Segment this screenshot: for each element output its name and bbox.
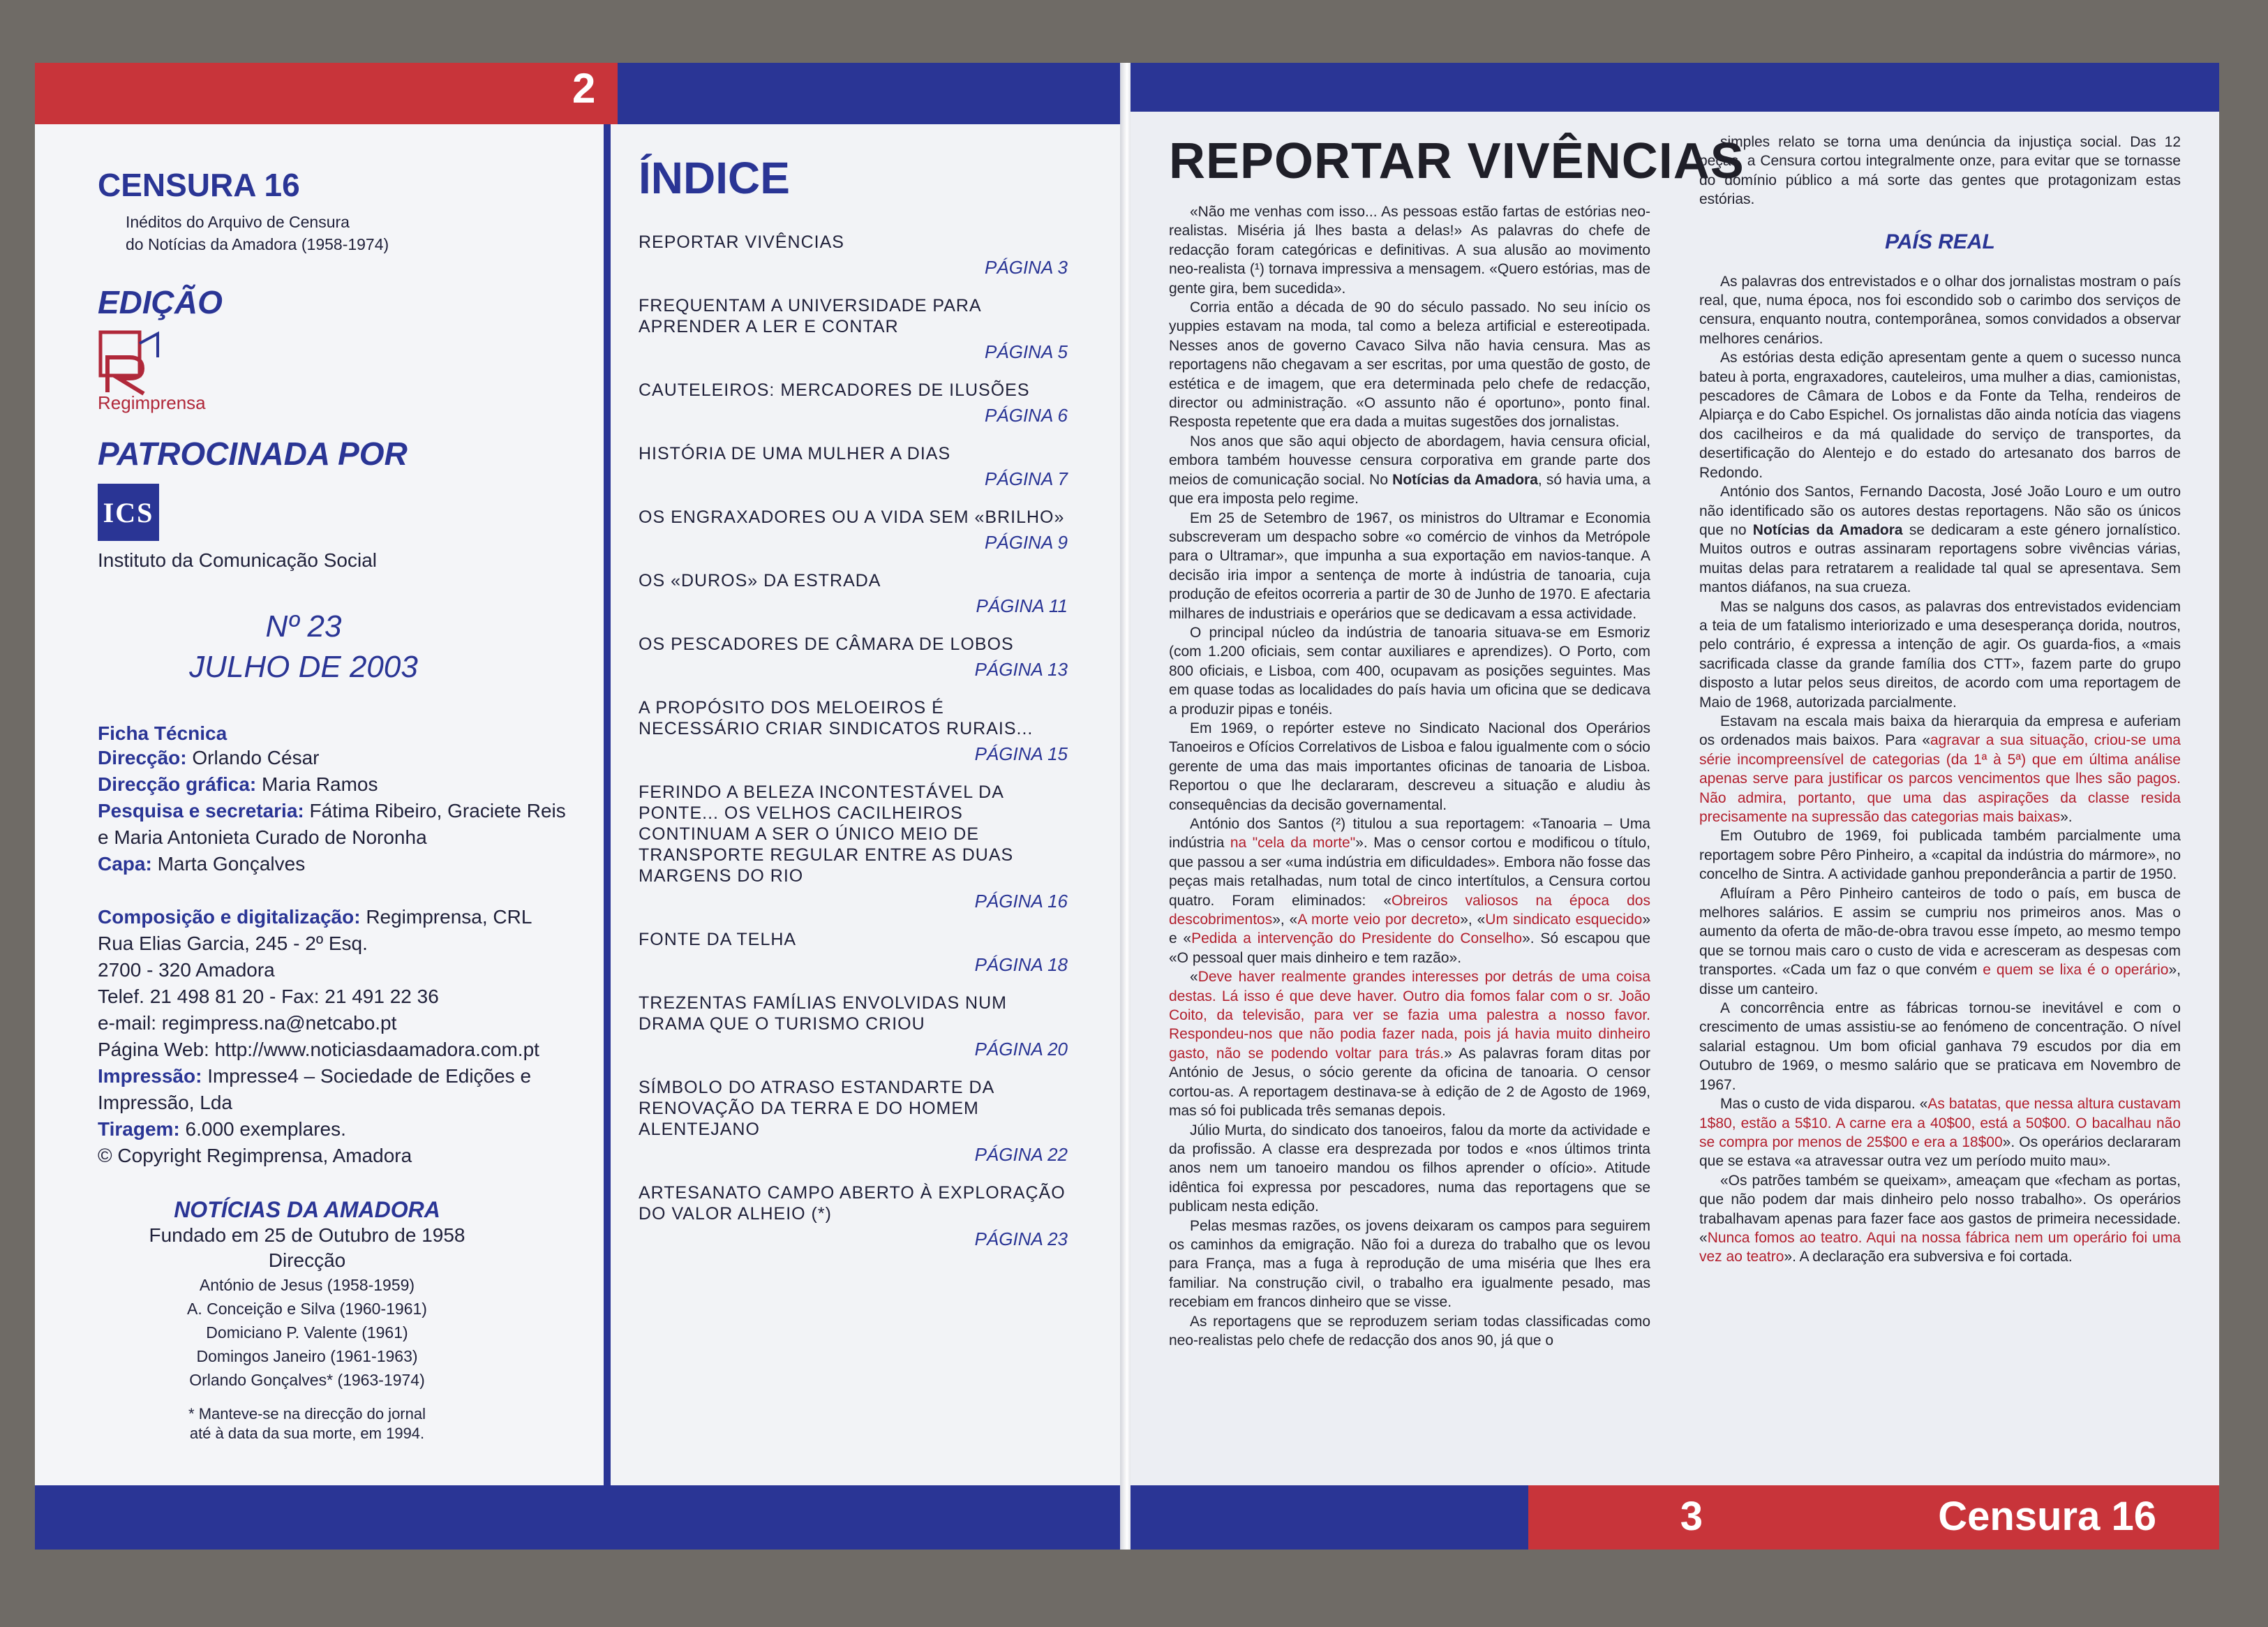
article-title: REPORTAR VIVÊNCIAS	[1169, 133, 1745, 189]
ics-name: Instituto da Comunicação Social	[98, 549, 377, 571]
toc-item-page: PÁGINA 7	[985, 468, 1068, 489]
top-blue-band	[1131, 63, 2219, 112]
ficha-tecnica: Direcção: Orlando César Direcção gráfica: Maria Ramos Pesquisa e secretaria: Fátima Ribeiro, Graciete Reis e Maria Antonieta Curado de Noronha Capa: Marta Gonçalves	[98, 747, 566, 875]
patrocinada-heading: PATROCINADA POR	[98, 436, 408, 472]
right-page	[1131, 63, 2219, 1550]
left-page	[35, 63, 1124, 1550]
toc-item-title: A PROPÓSITO DOS MELOEIROS É NECESSÁRIO CRIAR SINDICATOS RURAIS...	[639, 698, 1034, 738]
toc-item	[639, 1077, 1124, 1166]
article	[1169, 133, 2181, 1349]
ficha-tecnica-heading: Ficha Técnica	[98, 722, 227, 744]
regimprensa-logo	[98, 329, 604, 414]
ics-logo: ICS	[98, 484, 159, 541]
toc-item-page: PÁGINA 5	[985, 341, 1068, 362]
toc-item	[639, 782, 1124, 912]
toc-item-page: PÁGINA 9	[985, 532, 1068, 553]
toc-item-page: PÁGINA 3	[985, 257, 1068, 278]
top-red-band	[35, 63, 618, 124]
regimprensa-logo-icon	[98, 329, 161, 396]
issue-date: JULHO DE 2003	[189, 650, 418, 684]
page-number-right: 3	[1680, 1494, 1703, 1539]
toc-item-title: OS ENGRAXADORES OU A VIDA SEM «BRILHO»	[639, 507, 1065, 527]
toc-item	[639, 634, 1124, 681]
toc-item	[639, 443, 1124, 490]
page-number-left: 2	[572, 65, 596, 112]
toc-item	[639, 380, 1124, 426]
toc-item	[639, 697, 1124, 765]
issue-number: Nº 23	[265, 609, 342, 644]
toc-item-title: ARTESANATO CAMPO ABERTO À EXPLORAÇÃO DO VALOR ALHEIO (*)	[639, 1183, 1066, 1224]
toc-item-title: REPORTAR VIVÊNCIAS	[639, 232, 844, 252]
table-of-contents	[618, 124, 1124, 1485]
issue-info	[98, 607, 509, 688]
toc-item-title: TREZENTAS FAMÍLIAS ENVOLVIDAS NUM DRAMA QUE O TURISMO CRIOU	[639, 993, 1007, 1034]
magazine-spread	[35, 63, 2219, 1550]
footnote: * Manteve-se na direcção do jornal até à data da sua morte, em 1994.	[188, 1405, 426, 1442]
toc-item	[639, 507, 1124, 554]
masthead-panel	[35, 124, 611, 1485]
toc-item-title: FONTE DA TELHA	[639, 930, 797, 949]
footer-brand: Censura 16	[1938, 1494, 2156, 1539]
noticias-da-amadora-block: NOTÍCIAS DA AMADORA Fundado em 25 de Outubro de 1958 Direcção António de Jesus (1958-1959) A. Conceição e Silva (1960-1961) Domiciano P. Valente (1961) Domingos Janeiro (1961-1963) Orlando Gonçalves* (1963-1974) * Manteve-se na direcção do jornal até à data da sua morte, em 1994.	[98, 1197, 516, 1443]
toc-item	[639, 1182, 1124, 1250]
article-column-1: «Não me venhas com isso... As pessoas estão fartas de estórias neo-realistas. Miséria já lhes basta a delas!» As palavras do chefe de redacção foram categóricas e definitivas. A sua alusão ao movimento neo-realista (¹) tornava impressiva a mensagem. «Quero estórias, mas de gente gira, bem sucedida». Corria então a década de 90 do século passado. No seu início os yuppies estavam na moda, tal como a beleza artificial e estereotipada. Nesses anos de governo Cavaco Silva não havia censura. Mas as reportagens não chegavam a ser escritas, por uma questão de gosto, de estética e de imagem, que era determinada pelo chefe de redacção, director ou administração. «O assunto não é oportuno», ponto final. Resposta repetente que era dada a muitas sugestões dos jornalistas. Nos anos que são aqui objecto de abordagem, havia censura oficial, embora também houvesse censura corporativa em grande parte dos meios de comunicação social. No Notícias da Amadora, só havia uma, a que era imposta pelo regime. Em 25 de Setembro de 1967, os ministros do Ultramar e Economia subscreveram um despacho sobre «o comércio de vinhos da Metrópole para o Ultramar», que impunha a sua exportação em navios-tanque. A decisão iria impor a sentença de morte à indústria de tanoaria, cuja produção de efeitos ocorreria a partir de 30 de Junho de 1970. E afectaria milhares de industriais e operários que se dedicavam a essa actividade. O principal núcleo da indústria de tanoaria situava-se em Esmoriz (com 1.200 oficiais, sem contar auxiliares e aprendizes). O Porto, com 800 oficiais, e Lisboa, com 400, ocupavam as posições seguintes. Mas em quase todas as localidades do país havia um oficina que se dedicava a produzir pipas e tonéis. Em 1969, o repórter esteve no Sindicato Nacional dos Operários Tanoeiros e Ofícios Correlativos de Lisboa e falou igualmente com o sócio gerente de uma das mais importantes oficinas de tanoaria de Lisboa. Reportou o que lhe declararam, descreveu a situação e aludiu às consequências da decisão governamental. António dos Santos (²) titulou a sua reportagem: «Tanoaria – Uma indústria na "cela da morte"». Mas o censor cortou e modificou o título, que passou a ser «uma indústria em dificuldades». Embora não fosse das peças mais retalhadas, num total de cinco intertítulos, a Censura cortou quatro. Foram eliminados: «Obreiros valiosos na época dos descobrimentos», «A morte veio por decreto», «Um sindicato esquecido» e «Pedida a intervenção do Presidente do Conselho». Só escapou que «O pessoal quer mais dinheiro e tem razão». «Deve haver realmente grandes interesses por detrás de uma coisa destas. Lá isso é que deve haver. Outro dia fomos falar com o sr. João Coito, da televisão, para ver se fazia uma palestra a nosso favor. Respondeu-nos que não podia fazer nada, pois já havia muito dinheiro gasto, não se podendo voltar para trás.» As palavras foram ditas por António de Jesus, o sócio gerente da oficina de tanoaria. O censor cortou-as. A reportagem destinava-se à edição de 2 de Agosto de 1969, mas só foi publicada três semanas depois. Júlio Murta, do sindicato dos tanoeiros, falou da morte da actividade e da profissão. A classe era desprezada por todos e «nos últimos trinta anos nem um tanoeiro mandou os filhos aprender o ofício». Atitude idêntica foi expressa por pescadores, numa das reportagens que se publicam nesta edição. Pelas mesmas razões, os jovens deixaram os campos para seguirem os caminhos da emigração. Não foi a dureza do trabalho que os levou para França, mas a fuga à reprodução de uma miséria que lhes era familiar. Na construção civil, o trabalho era igualmente pesado, mas recebiam em francos dinheiro que se visse. As reportagens que se reproduzem seriam todas classificadas como neo-realistas pelo chefe de redacção dos anos 90, já que o	[1169, 204, 1651, 1349]
toc-item-page: PÁGINA 18	[974, 954, 1068, 975]
regimprensa-logo-text: Regimprensa	[98, 392, 206, 413]
toc-item	[639, 232, 1124, 278]
toc-item-title: FREQUENTAM A UNIVERSIDADE PARA APRENDER A LER E CONTAR	[639, 296, 981, 336]
indice-title: ÍNDICE	[639, 153, 790, 203]
toc-item-title: CAUTELEIROS: MERCADORES DE ILUSÕES	[639, 380, 1030, 400]
toc-item-page: PÁGINA 22	[974, 1144, 1068, 1165]
toc-item-page: PÁGINA 11	[976, 595, 1068, 616]
toc-item-page: PÁGINA 13	[974, 659, 1068, 680]
toc-item	[639, 929, 1124, 976]
edicao-heading: EDIÇÃO	[98, 284, 223, 320]
website-address: Página Web: http://www.noticiasdaamadora.com.pt	[98, 1039, 539, 1060]
publication-subtitle: Inéditos do Arquivo de Censura do Notícias da Amadora (1958-1974)	[126, 213, 389, 253]
article-column-2: simples relato se torna uma denúncia da injustiça social. Das 12 peças, a Censura cortou integralmente onze, para evitar que se tornasse do domínio público a má sorte das gentes que protagonizam estas estórias. PAÍS REAL As palavras dos entrevistados e o olhar dos jornalistas mostram o país real, que, numa época, nos foi escondido sob o carimbo dos serviços de censura, enquanto noutra, contemporânea, somos convidados a observar melhores cenários. As estórias desta edição apresentam gente a quem o sucesso nunca bateu à porta, engraxadores, cauteleiros, uma mulher a dias, camionistas, pescadores de Câmara de Lobos e da Fonte da Telha, rendeiros de Alpiarça e do Cabo Espichel. Os jornalistas dão ainda notícia das viagens dos cacilheiros e da má qualidade do serviço de transportes, da desertificação do Alentejo e do estado do artesanato dos barros de Redondo. António dos Santos, Fernando Dacosta, José João Louro e um outro não identificado são os autores destas reportagens. Não são os únicos que no Notícias da Amadora se dedicaram a este género jornalístico. Muitos outros e outras assinaram reportagens sobre vivências várias, muitas delas para retratarem a realidade tal qual se apresentava. Sem mantos diáfanos, na sua crueza. Mas se nalguns dos casos, as palavras dos entrevistados evidenciam a teia de um fatalismo interiorizado e uma desesperança dorida, noutros, pelo contrário, é expressa a intenção de agir. Os guarda-fios, a «mais sacrificada classe da grande família dos CTT», fazem parte do grupo disposto a lutar pelos seus direitos, de acordo com uma reportagem de Maio de 1968, autorizada parcialmente. Estavam na escala mais baixa da hierarquia da empresa e auferiam os ordenados mais baixos. Para «agravar a sua situação, criou-se uma série incompreensível de categorias (da 1ª à 5ª) que em última análise apenas serve para justificar os parcos vencimentos que lhes são pagos. Não admira, portanto, que uma das aspirações da classe resida precisamente na supressão das categorias mais baixas». Em Outubro de 1969, foi publicada também parcialmente uma reportagem sobre Pêro Pinheiro, a «capital da indústria do mármore», no concelho de Sintra. A actividade ganhou preponderância a partir de 1950. Afluíram a Pêro Pinheiro canteiros de todo o país, em busca de melhores salários. E assim se cumpriu nos primeiros anos. Mas o aumento da oferta de mão-de-obra travou esse ímpeto, ao mesmo tempo que se tornou mais caro o custo de vida e acresceram as despesas com transportes. «Cada um faz o que convém e quem se lixa é o operário», disse um canteiro. A concorrência entre as fábricas tornou-se inevitável e com o crescimento de umas assistiu-se ao fenómeno de concentração. O nível salarial estagnou. Um bom oficial ganhava 79 escudos por dia em Outubro de 1969, o mesmo salário que se praticava em Novembro de 1967. Mas o custo de vida disparou. «As batatas, que nessa altura custavam 1$80, estão a 5$10. A carne era a 40$00, está a 50$00. O bacalhau não se compra por menos de 25$00 e era a 18$00». Os operários declararam que se estava «a atravessar outra vez um período muito mau». «Os patrões também se queixam», ameaçam que «fecham as portas, que não podem dar mais dinheiro pelo nosso trabalho». Os operários trabalhavam apenas para fazer face aos gastos de primeira necessidade. «Nunca fomos ao teatro. Aqui na nossa fábrica nem um operário foi uma vez ao teatro». A declaração era subversiva e foi cortada.	[1699, 134, 2181, 1265]
toc-item	[639, 993, 1124, 1060]
bottom-blue-band	[35, 1485, 1124, 1550]
top-blue-band	[618, 63, 1124, 124]
toc-item-page: PÁGINA 6	[985, 405, 1068, 426]
toc-item-page: PÁGINA 16	[974, 891, 1068, 912]
toc-item-page: PÁGINA 20	[974, 1039, 1068, 1060]
toc-item-title: OS «DUROS» DA ESTRADA	[639, 571, 881, 590]
composition-contacts: Composição e digitalização: Regimprensa, CRL Rua Elias Garcia, 245 - 2º Esq. 2700 - 320 Amadora Telef. 21 498 81 20 - Fax: 21 491 22 36 e-mail: regimpress.na@netcabo.pt Página Web: http://www.noticiasdaamadora.com.pt Impressão: Impresse4 – Sociedade de Edições e Impressão, Lda Tiragem: 6.000 exemplares. © Copyright Regimprensa, Amadora	[98, 904, 586, 1169]
subheading-pais-real: PAÍS REAL	[1885, 230, 1995, 253]
toc-item-page: PÁGINA 15	[974, 743, 1068, 764]
toc-item-title: FERINDO A BELEZA INCONTESTÁVEL DA PONTE... OS VELHOS CACILHEIROS CONTINUAM A SER O ÚNICO MEIO DE TRANSPORTE REGULAR ENTRE AS DUAS MARGENS DO RIO	[639, 782, 1014, 886]
toc-item-title: HISTÓRIA DE UMA MULHER A DIAS	[639, 444, 951, 463]
publication-title: CENSURA 16	[98, 167, 300, 203]
toc-item	[639, 295, 1124, 363]
toc-item-page: PÁGINA 23	[974, 1228, 1068, 1249]
toc-item-title: SÍMBOLO DO ATRASO ESTANDARTE DA RENOVAÇÃO DA TERRA E DO HOMEM ALENTEJANO	[639, 1078, 994, 1139]
email-address: e-mail: regimpress.na@netcabo.pt	[98, 1012, 397, 1034]
toc-item	[639, 570, 1124, 617]
toc-item-title: OS PESCADORES DE CÂMARA DE LOBOS	[639, 634, 1014, 654]
